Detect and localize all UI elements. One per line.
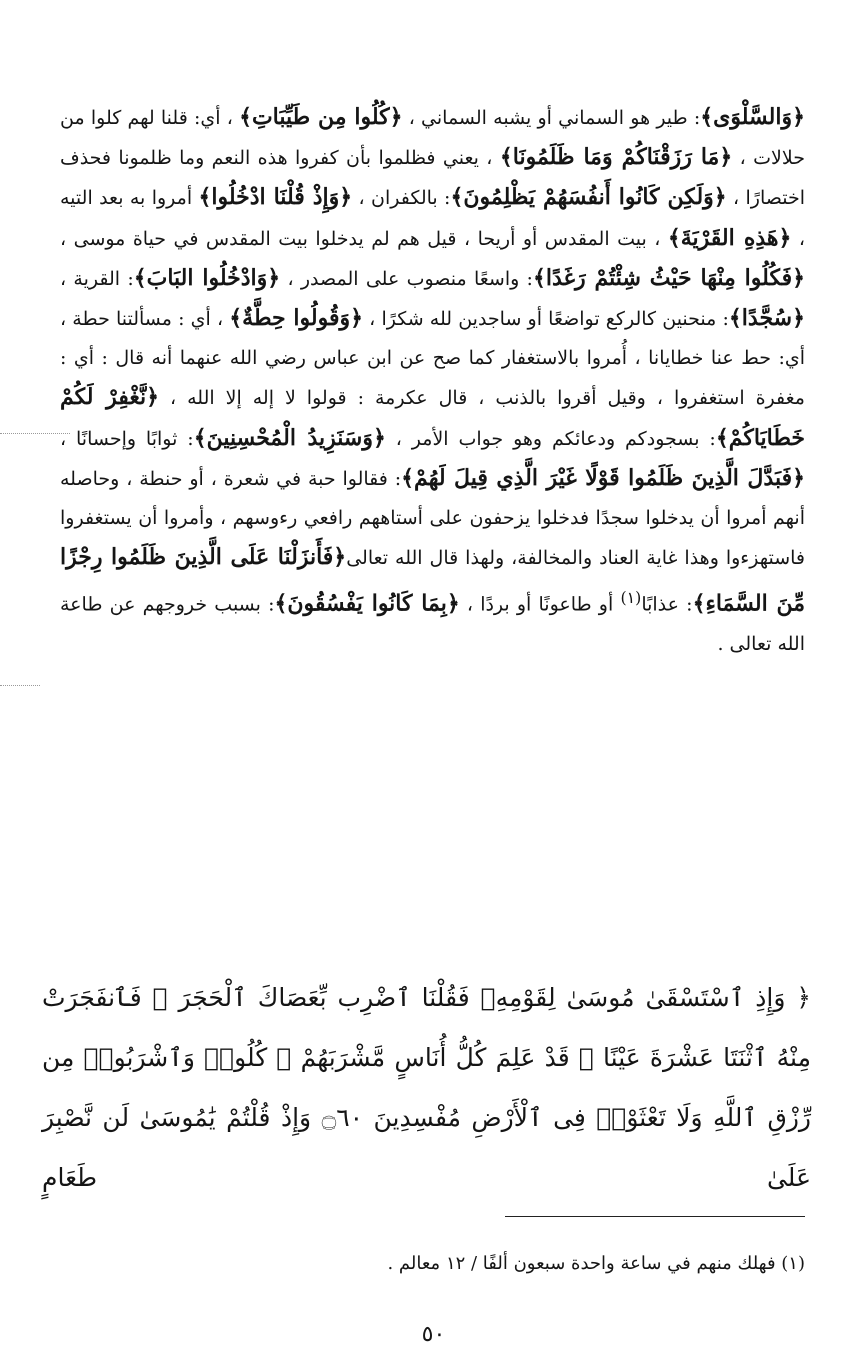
commentary-text: : عذابًا xyxy=(641,593,693,616)
commentary-paragraph xyxy=(60,98,805,664)
footnote: (١) فهلك منهم في ساعة واحدة سبعون ألفًا / ١٢ معالم . xyxy=(387,1253,805,1274)
commentary-text: : واسعًا منصوب على المصدر ، xyxy=(280,267,533,290)
quran-quote: ﴿فَكُلُوا مِنْهَا حَيْثُ شِئْتُمْ رَغَدًا﴾ xyxy=(532,264,806,291)
commentary-text: : القرية ، xyxy=(60,267,134,290)
quran-quote: ﴿فَأَنزَلْنَا عَلَى الَّذِينَ ظَلَمُوا رِجْزًا مِّنَ السَّمَاءِ﴾ xyxy=(60,544,805,617)
commentary-text: ، أي: قلنا لهم كلوا من حلالات ، xyxy=(60,107,805,170)
quran-quote: ﴿فَبَدَّلَ الَّذِينَ ظَلَمُوا قَوْلًا غَيْرَ الَّذِي قِيلَ لَهُمْ﴾ xyxy=(401,464,805,491)
scan-mark xyxy=(0,685,40,686)
quran-quote: ﴿وَسَنَزِيدُ الْمُحْسِنِينَ﴾ xyxy=(193,424,386,451)
quran-quote: ﴿وَالسَّلْوَى﴾ xyxy=(700,104,805,130)
commentary-text: : بسجودكم ودعائكم وهو جواب الأمر ، xyxy=(385,427,716,450)
footnote-ref: (١) xyxy=(620,588,642,608)
quran-quote: ﴿وَادْخُلُوا البَابَ﴾ xyxy=(133,264,281,291)
commentary-text: : بالكفران ، xyxy=(352,187,451,210)
commentary-text: ، أي : مسألتنا حطة ، أي: حط عنا خطايانا ، أُمروا بالاستغفار كما صح عن ابن عباس رضي الله عنهما أنه قال : أي : مغفرة استغفروا ، وقيل أقروا بالذنب ، قال عكرمة : قولوا لا إله إلا الله ، xyxy=(60,308,805,410)
quran-verse: ﴿ وَإِذِ ٱسْتَسْقَىٰ مُوسَىٰ لِقَوْمِهِۦ فَقُلْنَا ٱضْرِب بِّعَصَاكَ ٱلْحَجَرَ ۖ فَٱنفَجَرَتْ مِنْهُ ٱثْنَتَا عَشْرَةَ عَيْنًا ۖ قَدْ عَلِمَ كُلُّ أُنَاسٍ مَّشْرَبَهُمْ ۖ كُلُوا۟ وَٱشْرَبُوا۟ مِن رِّزْقِ ٱللَّهِ وَلَا تَعْثَوْا۟ فِى ٱلْأَرْضِ مُفْسِدِينَ ۝٦٠ وَإِذْ قُلْتُمْ يَٰمُوسَىٰ لَن نَّصْبِرَ عَلَىٰ طَعَامٍ xyxy=(42,983,811,1192)
commentary-text: ، يعني فظلموا بأن كفروا هذه النعم وما ظلمونا فحذف اختصارًا ، xyxy=(60,147,805,210)
commentary-text: : طير هو السماني أو يشبه السماني ، xyxy=(402,107,701,129)
commentary-text: : ثوابًا وإحسانًا ، xyxy=(60,427,194,450)
quran-quote: ﴿وَقُولُوا حِطَّةٌ﴾ xyxy=(229,305,363,332)
commentary-text: : فقالوا حبة في شعرة ، أو حنطة ، وحاصله أنهم أمروا أن يدخلوا سجدًا فدخلوا يزحفون على أستاههم رافعي رءوسهم ، وأمروا أن يستغفروا فاستهزءوا وهذا غاية العناد والمخالفة، ولهذا قال الله تعالى xyxy=(60,467,805,570)
commentary-text: : منحنين كالركع تواضعًا أو ساجدين لله شكرًا ، xyxy=(362,308,729,331)
commentary-text: أو طاعونًا أو بردًا ، xyxy=(459,593,621,616)
quran-quote: ﴿كُلُوا مِن طَيِّبَاتِ﴾ xyxy=(239,104,403,130)
page-number: ٥٠ xyxy=(421,1322,446,1347)
quran-quote: ﴿هَذِهِ القَرْيَةَ﴾ xyxy=(667,224,792,251)
quran-quote: ﴿وَلَكِن كَانُوا أَنفُسَهُمْ يَظْلِمُونَ﴾ xyxy=(450,184,727,211)
quran-quote: ﴿نَّغْفِرْ لَكُمْ خَطَايَاكُمْ﴾ xyxy=(60,384,805,451)
quran-quote: ﴿وَإِذْ قُلْنَا ادْخُلُوا﴾ xyxy=(198,184,353,211)
commentary-text: ، بيت المقدس أو أريحا ، قيل هم لم يدخلوا بيت المقدس في حياة موسى ، xyxy=(60,227,668,250)
quran-quote: ﴿سُجَّدًا﴾ xyxy=(728,305,805,332)
commentary-text: أمروا به بعد التيه ، xyxy=(60,187,805,250)
commentary-text: : بسبب خروجهم عن طاعة الله تعالى . xyxy=(60,593,805,655)
quran-quote: ﴿بِمَا كَانُوا يَفْسُقُونَ﴾ xyxy=(274,590,460,617)
quran-quote: ﴿مَا رَزَقْنَاكُمْ وَمَا ظَلَمُونَا﴾ xyxy=(499,144,733,171)
footnote-separator xyxy=(505,1216,805,1217)
